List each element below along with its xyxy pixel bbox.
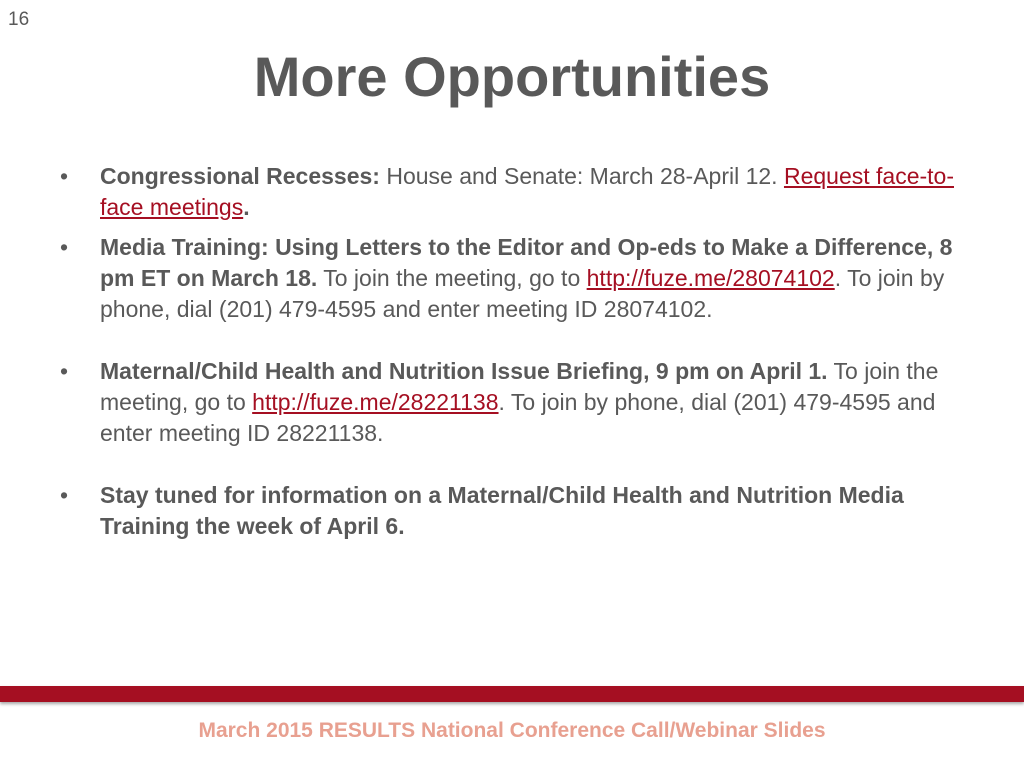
bullet-text-end: . (243, 194, 250, 220)
bullet-text: House and Senate: March 28-April 12. (379, 163, 784, 189)
bullet-text-end: . To join by phone, dial (201) 479-4595 and enter meeting ID 28074102. (100, 265, 945, 322)
bullet-media-training (60, 232, 960, 325)
footer-text: March 2015 RESULTS National Conference Call/Webinar Slides (198, 719, 826, 742)
bullet-lead: Media Training: Using Letters to the Editor and Op-eds to Make a Difference, 8 pm ET on March 18. (100, 234, 953, 291)
slide-number: 16 (8, 9, 30, 30)
bullet-congressional-recesses (60, 161, 960, 223)
bullet-lead: Congressional Recesses: (100, 163, 380, 189)
bullet-lead: Maternal/Child Health and Nutrition Issue Briefing, 9 pm on April 1. (100, 358, 828, 384)
bullet-issue-briefing (60, 356, 960, 449)
request-meetings-link[interactable]: Request face-to-face meetings (100, 163, 954, 220)
bullet-text-end: . To join by phone, dial (201) 479-4595 and enter meeting ID 28221138. (100, 389, 936, 446)
bullet-lead: Stay tuned for information on a Maternal/Child Health and Nutrition Media Training the week of April 6. (100, 482, 904, 539)
bullet-text: To join the meeting, go to (100, 358, 939, 415)
bullet-stay-tuned (60, 480, 960, 542)
slide-title: More Opportunities (253, 45, 771, 108)
fuze-meeting-link-28221138[interactable]: http://fuze.me/28221138 (252, 389, 499, 415)
bullet-text: To join the meeting, go to (317, 265, 587, 291)
footer-bar (0, 686, 1024, 702)
bullet-list (60, 161, 960, 542)
fuze-meeting-link-28074102[interactable]: http://fuze.me/28074102 (586, 265, 835, 291)
